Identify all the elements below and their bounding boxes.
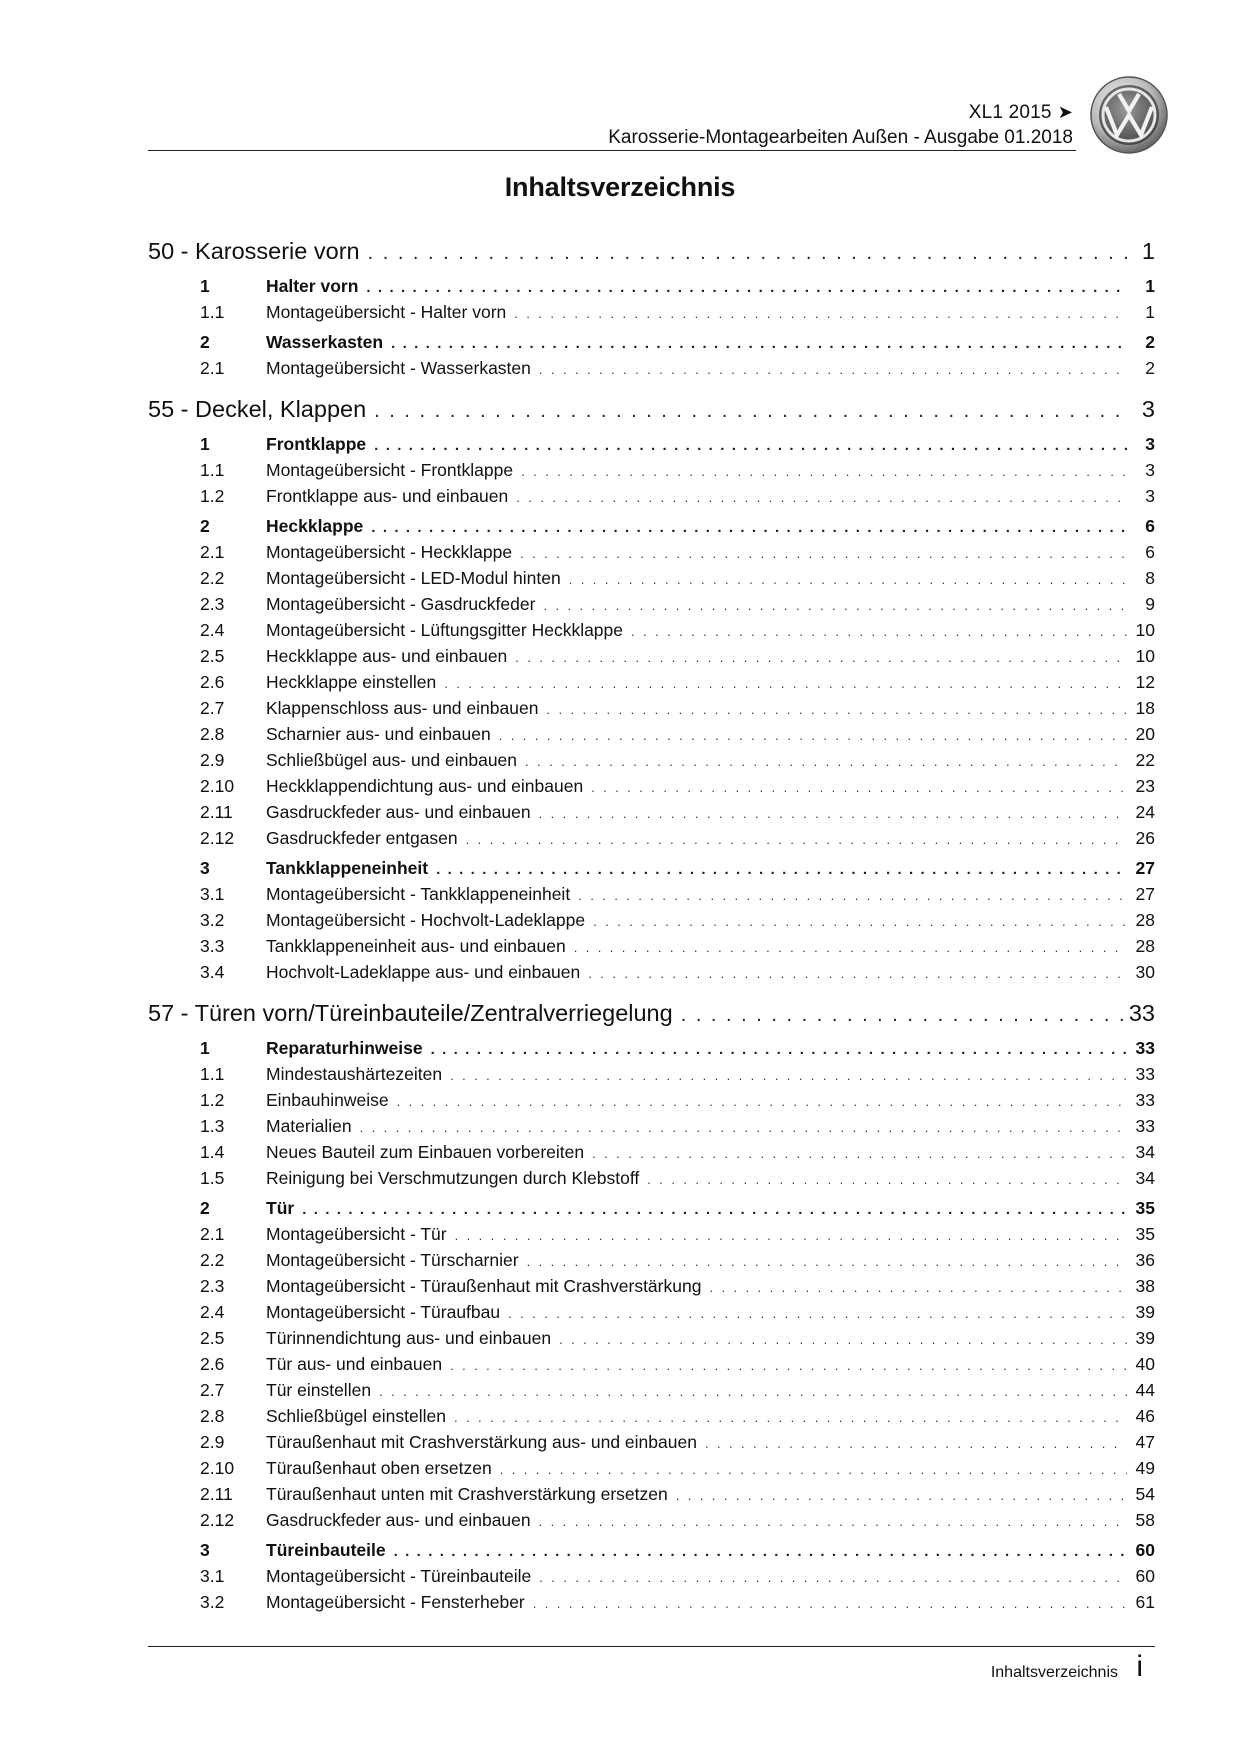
toc-leader-dots [531, 1570, 1127, 1585]
toc-item-page: 40 [1135, 1354, 1155, 1374]
toc-item[interactable] [148, 646, 1155, 672]
toc-leader-dots [500, 1306, 1127, 1321]
toc-item-number: 2.7 [200, 1380, 225, 1400]
toc-item-title: Tür aus- und einbauen [266, 1354, 443, 1374]
toc-item-page: 39 [1135, 1302, 1155, 1322]
toc-leader-dots [697, 1436, 1127, 1451]
toc-item-number: 2.12 [200, 1510, 235, 1530]
toc-item-page: 34 [1135, 1142, 1155, 1162]
toc-item-number: 2.5 [200, 646, 225, 666]
toc-chapter-page: 33 [1128, 1000, 1155, 1026]
toc-leader-dots [566, 940, 1127, 955]
toc-leader-dots [442, 1068, 1127, 1083]
toc-section-page: 2 [1145, 332, 1155, 352]
toc-leader-dots [535, 598, 1127, 613]
toc-leader-dots [531, 806, 1127, 821]
toc-leader-dots [360, 242, 1127, 265]
toc-item[interactable] [148, 884, 1155, 910]
header-title: Karosserie-Montagearbeiten Außen - Ausgabe 01.2018 [608, 127, 1073, 148]
footer-page-number: i [1136, 1650, 1143, 1683]
toc-item[interactable] [148, 302, 1155, 328]
toc-leader-dots [363, 519, 1127, 536]
toc-item-title: Heckklappe aus- und einbauen [266, 646, 508, 666]
toc-item-title: Tankklappeneinheit aus- und einbauen [266, 936, 566, 956]
toc-item-page: 18 [1135, 698, 1155, 718]
toc-item-title: Heckklappendichtung aus- und einbauen [266, 776, 584, 796]
toc-leader-dots [447, 1228, 1127, 1243]
toc-item-page: 30 [1135, 962, 1155, 982]
toc-section[interactable] [148, 332, 1155, 358]
toc-section-page: 35 [1135, 1198, 1155, 1218]
toc-item[interactable] [148, 542, 1155, 568]
toc-item-page: 2 [1145, 358, 1155, 378]
toc-leader-dots [458, 832, 1127, 847]
toc-item-page: 34 [1135, 1168, 1155, 1188]
toc-item-page: 33 [1135, 1064, 1155, 1084]
table-of-contents [148, 238, 1155, 1618]
toc-item-page: 49 [1135, 1458, 1155, 1478]
toc-leader-dots [701, 1280, 1127, 1295]
toc-item-title: Schließbügel einstellen [266, 1406, 446, 1426]
toc-item-title: Einbauhinweise [266, 1090, 389, 1110]
toc-section-page: 1 [1145, 276, 1155, 296]
toc-item-title: Hochvolt-Ladeklappe aus- und einbauen [266, 962, 581, 982]
toc-item-number: 1.5 [200, 1168, 225, 1188]
toc-item[interactable] [148, 962, 1155, 988]
toc-item-number: 2.12 [200, 828, 235, 848]
toc-leader-dots [389, 1094, 1127, 1109]
toc-leader-dots [423, 1041, 1127, 1058]
toc-item[interactable] [148, 1224, 1155, 1250]
toc-item-page: 6 [1145, 542, 1155, 562]
toc-section-title: Frontklappe [266, 434, 367, 454]
toc-leader-dots [585, 914, 1127, 929]
toc-item-title: Heckklappe einstellen [266, 672, 437, 692]
toc-leader-dots [519, 1254, 1127, 1269]
toc-item-number: 1.2 [200, 486, 225, 506]
toc-leader-dots [531, 1514, 1127, 1529]
toc-leader-dots [436, 676, 1127, 691]
toc-item-number: 2.2 [200, 568, 225, 588]
toc-section[interactable] [148, 1038, 1155, 1064]
toc-leader-dots [508, 490, 1127, 505]
toc-item[interactable] [148, 724, 1155, 750]
page-title: Inhaltsverzeichnis [504, 172, 736, 202]
toc-chapter-page: 1 [1141, 238, 1155, 264]
toc-item[interactable] [148, 1142, 1155, 1168]
toc-item[interactable] [148, 1116, 1155, 1142]
toc-item-page: 10 [1135, 646, 1155, 666]
toc-item-page: 44 [1135, 1380, 1155, 1400]
toc-item[interactable] [148, 1250, 1155, 1276]
toc-section-title: Tür [266, 1198, 295, 1218]
toc-item-page: 27 [1135, 884, 1155, 904]
toc-leader-dots [551, 1332, 1127, 1347]
toc-leader-dots [491, 728, 1127, 743]
toc-item-title: Montageübersicht - Wasserkasten [266, 358, 531, 378]
toc-chapter[interactable] [148, 396, 1155, 430]
toc-item-number: 2.5 [200, 1328, 225, 1348]
toc-leader-dots [639, 1172, 1127, 1187]
toc-section[interactable] [148, 1198, 1155, 1224]
toc-item[interactable] [148, 1566, 1155, 1592]
toc-item-number: 3.4 [200, 962, 225, 982]
toc-item-page: 23 [1135, 776, 1155, 796]
toc-section-title: Reparaturhinweise [266, 1038, 423, 1058]
toc-item-page: 60 [1135, 1566, 1155, 1586]
toc-item-title: Türinnendichtung aus- und einbauen [266, 1328, 552, 1348]
toc-item[interactable] [148, 1354, 1155, 1380]
toc-item-number: 1.1 [200, 460, 225, 480]
toc-leader-dots [383, 335, 1127, 352]
toc-item-title: Gasdruckfeder aus- und einbauen [266, 1510, 531, 1530]
toc-item-number: 2.8 [200, 724, 225, 744]
toc-item-page: 20 [1135, 724, 1155, 744]
toc-item-title: Montageübersicht - Halter vorn [266, 302, 507, 322]
toc-leader-dots [512, 546, 1127, 561]
toc-leader-dots [561, 572, 1127, 587]
toc-item[interactable] [148, 486, 1155, 512]
toc-item-page: 12 [1135, 672, 1155, 692]
toc-item-number: 3.1 [200, 884, 225, 904]
toc-chapter[interactable] [148, 1000, 1155, 1034]
toc-item[interactable] [148, 750, 1155, 776]
toc-item-number: 2.7 [200, 698, 225, 718]
toc-item-page: 28 [1135, 910, 1155, 930]
toc-item-number: 2.1 [200, 542, 225, 562]
toc-item[interactable] [148, 594, 1155, 620]
toc-item-title: Türaußenhaut unten mit Crashverstärkung ersetzen [266, 1484, 668, 1504]
toc-item-page: 39 [1135, 1328, 1155, 1348]
toc-leader-dots [507, 650, 1127, 665]
toc-item-number: 3.1 [200, 1566, 225, 1586]
toc-leader-dots [538, 702, 1127, 717]
toc-item-number: 1.2 [200, 1090, 225, 1110]
toc-item[interactable] [148, 698, 1155, 724]
toc-item-page: 58 [1135, 1510, 1155, 1530]
toc-item-title: Tür einstellen [266, 1380, 372, 1400]
toc-item[interactable] [148, 1064, 1155, 1090]
toc-item-title: Montageübersicht - Frontklappe [266, 460, 514, 480]
toc-section-title: Tankklappeneinheit [266, 858, 429, 878]
model-label: XL1 2015 [968, 102, 1052, 123]
toc-item-page: 8 [1145, 568, 1155, 588]
toc-leader-dots [446, 1410, 1127, 1425]
toc-section-number: 2 [200, 516, 210, 536]
footer-label: Inhaltsverzeichnis [990, 1664, 1118, 1681]
toc-item-page: 9 [1145, 594, 1155, 614]
toc-item-title: Reinigung bei Verschmutzungen durch Klebstoff [266, 1168, 640, 1188]
toc-item[interactable] [148, 1510, 1155, 1536]
toc-item-number: 2.10 [200, 776, 235, 796]
toc-section-page: 33 [1135, 1038, 1155, 1058]
toc-item[interactable] [148, 620, 1155, 646]
toc-item-number: 3.2 [200, 910, 225, 930]
toc-item[interactable] [148, 1328, 1155, 1354]
toc-item-number: 2.6 [200, 1354, 225, 1374]
toc-item-page: 3 [1145, 460, 1155, 480]
toc-leader-dots [358, 279, 1127, 296]
toc-section[interactable] [148, 276, 1155, 302]
toc-item-title: Montageübersicht - Tür [266, 1224, 447, 1244]
toc-item-page: 3 [1145, 486, 1155, 506]
toc-leader-dots [366, 400, 1127, 423]
toc-item-title: Scharnier aus- und einbauen [266, 724, 491, 744]
toc-item-page: 35 [1135, 1224, 1155, 1244]
toc-leader-dots [531, 362, 1127, 377]
toc-leader-dots [352, 1120, 1127, 1135]
toc-item-number: 1.3 [200, 1116, 225, 1136]
header-model [969, 102, 1073, 124]
toc-item-title: Klappenschloss aus- und einbauen [266, 698, 539, 718]
toc-section-page: 60 [1135, 1540, 1155, 1560]
toc-item-number: 2.11 [200, 802, 233, 822]
toc-item-number: 2.4 [200, 620, 225, 640]
toc-leader-dots [513, 464, 1127, 479]
toc-leader-dots [371, 1384, 1127, 1399]
toc-item[interactable] [148, 1090, 1155, 1116]
toc-item[interactable] [148, 936, 1155, 962]
toc-item[interactable] [148, 1432, 1155, 1458]
toc-item[interactable] [148, 358, 1155, 384]
toc-section-title: Türeinbauteile [266, 1540, 386, 1560]
toc-leader-dots [517, 754, 1127, 769]
toc-item-page: 36 [1135, 1250, 1155, 1270]
toc-leader-dots [525, 1596, 1127, 1611]
toc-item[interactable] [148, 568, 1155, 594]
toc-item-number: 2.3 [200, 1276, 225, 1296]
toc-item-page: 61 [1135, 1592, 1155, 1612]
toc-item-page: 38 [1135, 1276, 1155, 1296]
toc-item-page: 22 [1135, 750, 1155, 770]
header-divider [148, 150, 1076, 151]
toc-item-page: 1 [1145, 302, 1155, 322]
toc-item-page: 47 [1135, 1432, 1155, 1452]
toc-leader-dots [583, 780, 1127, 795]
toc-item-number: 2.9 [200, 1432, 225, 1452]
toc-item-title: Montageübersicht - Türaußenhaut mit Crashverstärkung [266, 1276, 702, 1296]
toc-item-page: 10 [1135, 620, 1155, 640]
toc-section-number: 3 [200, 858, 210, 878]
toc-item-number: 3.2 [200, 1592, 225, 1612]
toc-chapter-title: 57 - Türen vorn/Türeinbauteile/Zentralverriegelung [148, 1000, 673, 1026]
toc-item-number: 2.11 [200, 1484, 233, 1504]
toc-item-number: 2.9 [200, 750, 225, 770]
footer-divider [148, 1646, 1155, 1647]
toc-leader-dots [623, 624, 1127, 639]
toc-item-page: 26 [1135, 828, 1155, 848]
toc-item[interactable] [148, 802, 1155, 828]
toc-item[interactable] [148, 1302, 1155, 1328]
toc-section-title: Heckklappe [266, 516, 364, 536]
toc-item[interactable] [148, 1458, 1155, 1484]
toc-section-number: 2 [200, 332, 210, 352]
toc-leader-dots [428, 861, 1127, 878]
vw-logo-icon [1089, 75, 1169, 155]
toc-leader-dots [442, 1358, 1127, 1373]
toc-leader-dots [492, 1462, 1127, 1477]
toc-section-page: 6 [1145, 516, 1155, 536]
toc-leader-dots [570, 888, 1127, 903]
toc-item-number: 2.2 [200, 1250, 225, 1270]
toc-item-title: Montageübersicht - LED-Modul hinten [266, 568, 561, 588]
toc-section[interactable] [148, 434, 1155, 460]
toc-item-title: Schließbügel aus- und einbauen [266, 750, 518, 770]
toc-item[interactable] [148, 672, 1155, 698]
toc-section-number: 2 [200, 1198, 210, 1218]
toc-item-title: Montageübersicht - Tankklappeneinheit [266, 884, 571, 904]
toc-section[interactable] [148, 858, 1155, 884]
toc-leader-dots [673, 1004, 1127, 1027]
toc-item-title: Mindestaushärtezeiten [266, 1064, 443, 1084]
toc-leader-dots [668, 1488, 1127, 1503]
toc-section-number: 3 [200, 1540, 210, 1560]
toc-item-title: Montageübersicht - Heckklappe [266, 542, 513, 562]
toc-section-title: Wasserkasten [266, 332, 384, 352]
toc-item-number: 2.10 [200, 1458, 235, 1478]
toc-chapter-page: 3 [1141, 396, 1155, 422]
toc-item-number: 2.1 [200, 358, 225, 378]
toc-item-number: 3.3 [200, 936, 225, 956]
toc-item-title: Montageübersicht - Gasdruckfeder [266, 594, 536, 614]
toc-item-title: Montageübersicht - Lüftungsgitter Heckklappe [266, 620, 624, 640]
toc-item-page: 24 [1135, 802, 1155, 822]
toc-item-number: 2.3 [200, 594, 225, 614]
toc-item-title: Materialien [266, 1116, 352, 1136]
arrow-right-icon: ➤ [1057, 102, 1073, 122]
toc-item-page: 54 [1135, 1484, 1155, 1504]
toc-leader-dots [366, 437, 1127, 454]
toc-item[interactable] [148, 1592, 1155, 1618]
toc-item[interactable] [148, 828, 1155, 854]
toc-item[interactable] [148, 776, 1155, 802]
toc-section[interactable] [148, 1540, 1155, 1566]
toc-section-title: Halter vorn [266, 276, 359, 296]
toc-item[interactable] [148, 1484, 1155, 1510]
toc-leader-dots [294, 1201, 1127, 1218]
toc-item-number: 2.4 [200, 1302, 225, 1322]
toc-section-page: 27 [1135, 858, 1155, 878]
toc-item-title: Montageübersicht - Türeinbauteile [266, 1566, 532, 1586]
toc-section-number: 1 [200, 1038, 210, 1058]
toc-item[interactable] [148, 460, 1155, 486]
toc-item-number: 2.6 [200, 672, 225, 692]
toc-item-page: 33 [1135, 1116, 1155, 1136]
toc-item-page: 33 [1135, 1090, 1155, 1110]
toc-chapter-title: 55 - Deckel, Klappen [148, 396, 367, 422]
toc-leader-dots [386, 1543, 1127, 1560]
toc-item-title: Türaußenhaut mit Crashverstärkung aus- und einbauen [266, 1432, 697, 1452]
toc-section-page: 3 [1145, 434, 1155, 454]
toc-item-number: 1.1 [200, 302, 225, 322]
toc-item[interactable] [148, 1380, 1155, 1406]
toc-item-number: 1.1 [200, 1064, 225, 1084]
toc-leader-dots [584, 1146, 1127, 1161]
toc-item-title: Neues Bauteil zum Einbauen vorbereiten [266, 1142, 585, 1162]
toc-section-number: 1 [200, 276, 210, 296]
toc-item-number: 1.4 [200, 1142, 225, 1162]
toc-item-title: Gasdruckfeder entgasen [266, 828, 458, 848]
toc-section-number: 1 [200, 434, 210, 454]
toc-item-title: Montageübersicht - Türaufbau [266, 1302, 501, 1322]
toc-item-title: Frontklappe aus- und einbauen [266, 486, 509, 506]
toc-item[interactable] [148, 1276, 1155, 1302]
toc-item[interactable] [148, 1406, 1155, 1432]
toc-item-title: Montageübersicht - Türscharnier [266, 1250, 519, 1270]
toc-item[interactable] [148, 1168, 1155, 1194]
toc-item-number: 2.8 [200, 1406, 225, 1426]
toc-item-title: Montageübersicht - Fensterheber [266, 1592, 525, 1612]
toc-item-number: 2.1 [200, 1224, 225, 1244]
toc-item[interactable] [148, 910, 1155, 936]
toc-item-title: Montageübersicht - Hochvolt-Ladeklappe [266, 910, 586, 930]
toc-leader-dots [506, 306, 1127, 321]
toc-item-page: 46 [1135, 1406, 1155, 1426]
toc-leader-dots [580, 966, 1127, 981]
toc-chapter-title: 50 - Karosserie vorn [148, 238, 360, 264]
toc-section[interactable] [148, 516, 1155, 542]
toc-item-page: 28 [1135, 936, 1155, 956]
page-header [148, 96, 1073, 152]
toc-item-title: Türaußenhaut oben ersetzen [266, 1458, 492, 1478]
toc-item-title: Gasdruckfeder aus- und einbauen [266, 802, 531, 822]
toc-chapter[interactable] [148, 238, 1155, 272]
